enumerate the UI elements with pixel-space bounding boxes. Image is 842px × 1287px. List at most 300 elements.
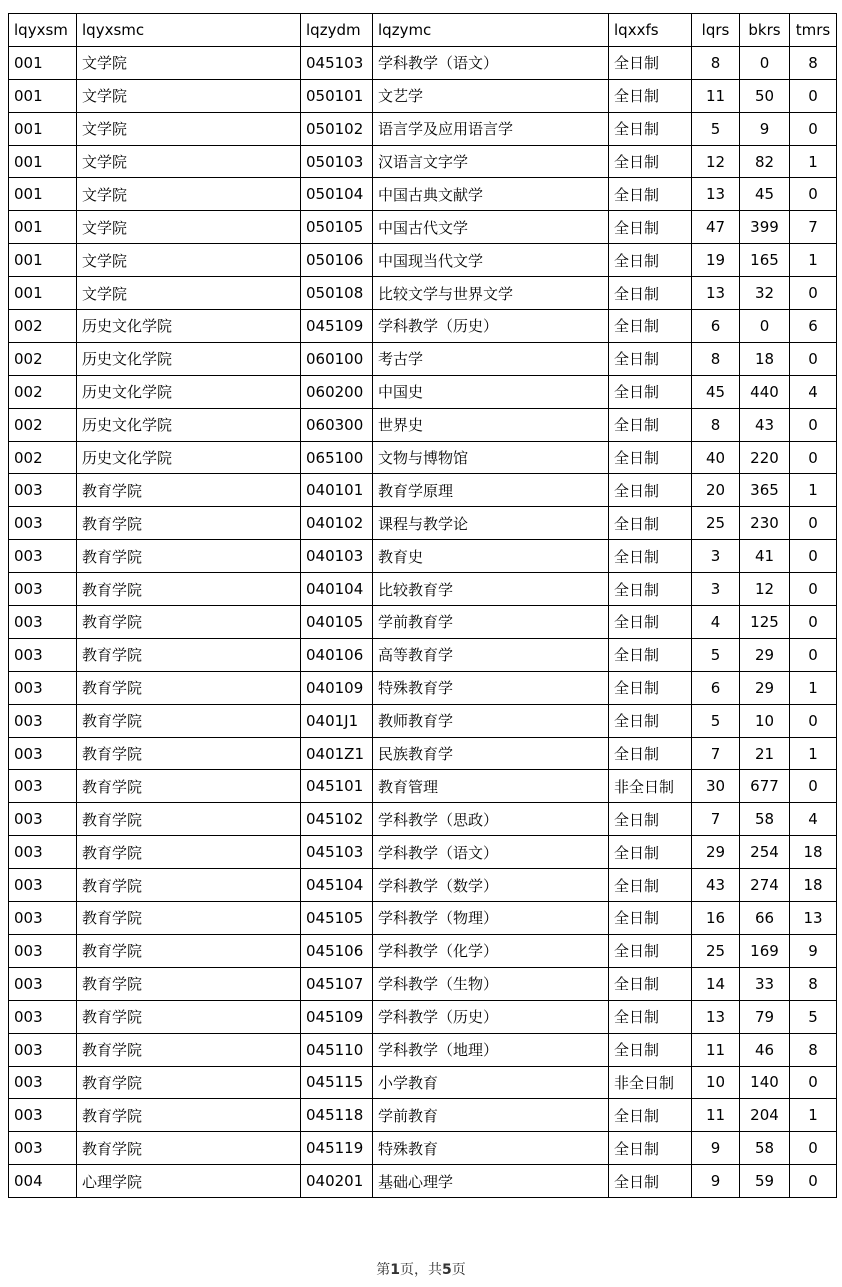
table-cell-lqrs: 3 bbox=[692, 573, 740, 606]
table-cell-lqyxsm: 001 bbox=[9, 244, 77, 277]
table-cell-lqzymc: 特殊教育 bbox=[373, 1132, 609, 1165]
table-row bbox=[9, 671, 837, 704]
table-cell-lqrs: 5 bbox=[692, 704, 740, 737]
table-cell-lqrs: 8 bbox=[692, 408, 740, 441]
table-cell-tmrs: 5 bbox=[790, 1000, 837, 1033]
table-cell-lqzydm: 040103 bbox=[301, 540, 373, 573]
table-cell-lqxxfs: 非全日制 bbox=[609, 1066, 692, 1099]
table-cell-tmrs: 8 bbox=[790, 1033, 837, 1066]
table-cell-lqyxsmc: 教育学院 bbox=[77, 474, 301, 507]
table-cell-lqxxfs: 全日制 bbox=[609, 737, 692, 770]
table-cell-lqzymc: 世界史 bbox=[373, 408, 609, 441]
table-body bbox=[9, 46, 837, 1197]
table-cell-lqzydm: 060300 bbox=[301, 408, 373, 441]
table-cell-lqyxsmc: 教育学院 bbox=[77, 770, 301, 803]
table-cell-lqrs: 13 bbox=[692, 178, 740, 211]
table-cell-lqxxfs: 全日制 bbox=[609, 474, 692, 507]
table-cell-bkrs: 254 bbox=[740, 836, 790, 869]
table-cell-lqzymc: 学科教学（化学） bbox=[373, 934, 609, 967]
table-cell-bkrs: 58 bbox=[740, 803, 790, 836]
table-cell-lqzymc: 特殊教育学 bbox=[373, 671, 609, 704]
table-cell-lqzydm: 045109 bbox=[301, 1000, 373, 1033]
table-cell-lqxxfs: 全日制 bbox=[609, 375, 692, 408]
table-cell-lqzymc: 中国史 bbox=[373, 375, 609, 408]
table-cell-lqzymc: 中国古代文学 bbox=[373, 211, 609, 244]
table-cell-tmrs: 0 bbox=[790, 573, 837, 606]
table-cell-lqxxfs: 全日制 bbox=[609, 1033, 692, 1066]
table-cell-lqrs: 10 bbox=[692, 1066, 740, 1099]
table-cell-bkrs: 43 bbox=[740, 408, 790, 441]
table-cell-bkrs: 82 bbox=[740, 145, 790, 178]
admissions-table bbox=[8, 13, 837, 1198]
table-cell-lqzymc: 学前教育 bbox=[373, 1099, 609, 1132]
table-cell-lqzymc: 文艺学 bbox=[373, 79, 609, 112]
table-cell-lqyxsm: 004 bbox=[9, 1165, 77, 1198]
table-row bbox=[9, 441, 837, 474]
table-cell-lqyxsmc: 教育学院 bbox=[77, 836, 301, 869]
table-cell-lqxxfs: 全日制 bbox=[609, 342, 692, 375]
table-row bbox=[9, 408, 837, 441]
table-cell-lqyxsmc: 教育学院 bbox=[77, 638, 301, 671]
table-cell-lqrs: 45 bbox=[692, 375, 740, 408]
table-cell-tmrs: 0 bbox=[790, 408, 837, 441]
table-cell-lqyxsm: 001 bbox=[9, 211, 77, 244]
table-cell-tmrs: 0 bbox=[790, 638, 837, 671]
table-row bbox=[9, 934, 837, 967]
table-cell-lqzydm: 045101 bbox=[301, 770, 373, 803]
header-cell-lqrs: lqrs bbox=[692, 14, 740, 47]
table-cell-lqzymc: 民族教育学 bbox=[373, 737, 609, 770]
table-cell-lqzymc: 中国现当代文学 bbox=[373, 244, 609, 277]
table-cell-bkrs: 50 bbox=[740, 79, 790, 112]
table-cell-lqrs: 25 bbox=[692, 934, 740, 967]
table-cell-tmrs: 0 bbox=[790, 277, 837, 310]
table-cell-lqzymc: 汉语言文字学 bbox=[373, 145, 609, 178]
header-cell-bkrs: bkrs bbox=[740, 14, 790, 47]
table-cell-tmrs: 0 bbox=[790, 342, 837, 375]
table-cell-lqzymc: 学科教学（历史） bbox=[373, 1000, 609, 1033]
table-cell-lqyxsm: 002 bbox=[9, 375, 77, 408]
table-cell-tmrs: 0 bbox=[790, 1132, 837, 1165]
admissions-table-container bbox=[8, 13, 836, 1198]
table-cell-lqyxsm: 003 bbox=[9, 770, 77, 803]
table-row bbox=[9, 507, 837, 540]
table-cell-lqzymc: 教育管理 bbox=[373, 770, 609, 803]
table-cell-lqrs: 13 bbox=[692, 1000, 740, 1033]
table-row bbox=[9, 540, 837, 573]
table-cell-lqrs: 20 bbox=[692, 474, 740, 507]
table-cell-lqzymc: 教育史 bbox=[373, 540, 609, 573]
table-cell-lqyxsm: 003 bbox=[9, 1132, 77, 1165]
page-footer bbox=[0, 1259, 842, 1279]
table-row bbox=[9, 474, 837, 507]
table-cell-lqyxsm: 002 bbox=[9, 342, 77, 375]
table-cell-lqzymc: 基础心理学 bbox=[373, 1165, 609, 1198]
table-cell-lqzydm: 040104 bbox=[301, 573, 373, 606]
table-cell-lqxxfs: 全日制 bbox=[609, 178, 692, 211]
table-cell-bkrs: 41 bbox=[740, 540, 790, 573]
table-cell-lqzydm: 065100 bbox=[301, 441, 373, 474]
table-cell-lqxxfs: 全日制 bbox=[609, 573, 692, 606]
table-cell-lqyxsm: 003 bbox=[9, 803, 77, 836]
table-cell-lqzydm: 040102 bbox=[301, 507, 373, 540]
table-cell-lqyxsm: 003 bbox=[9, 507, 77, 540]
table-cell-lqyxsm: 003 bbox=[9, 671, 77, 704]
table-cell-lqzymc: 学科教学（历史） bbox=[373, 310, 609, 343]
table-cell-lqrs: 3 bbox=[692, 540, 740, 573]
table-cell-lqyxsmc: 教育学院 bbox=[77, 1099, 301, 1132]
table-cell-lqyxsm: 003 bbox=[9, 1066, 77, 1099]
table-cell-lqyxsmc: 教育学院 bbox=[77, 573, 301, 606]
table-cell-lqzymc: 学科教学（数学） bbox=[373, 869, 609, 902]
table-cell-lqxxfs: 全日制 bbox=[609, 46, 692, 79]
table-row bbox=[9, 803, 837, 836]
table-cell-lqyxsm: 003 bbox=[9, 737, 77, 770]
table-row bbox=[9, 902, 837, 935]
table-cell-lqxxfs: 全日制 bbox=[609, 902, 692, 935]
table-row bbox=[9, 211, 837, 244]
table-cell-bkrs: 58 bbox=[740, 1132, 790, 1165]
table-cell-lqyxsmc: 教育学院 bbox=[77, 902, 301, 935]
table-row bbox=[9, 836, 837, 869]
table-row bbox=[9, 79, 837, 112]
table-cell-tmrs: 0 bbox=[790, 112, 837, 145]
table-cell-lqyxsm: 001 bbox=[9, 145, 77, 178]
table-cell-lqzymc: 考古学 bbox=[373, 342, 609, 375]
table-cell-lqyxsmc: 教育学院 bbox=[77, 1033, 301, 1066]
table-cell-lqzymc: 教育学原理 bbox=[373, 474, 609, 507]
table-cell-lqyxsmc: 文学院 bbox=[77, 178, 301, 211]
table-cell-lqxxfs: 全日制 bbox=[609, 112, 692, 145]
table-row bbox=[9, 375, 837, 408]
table-row bbox=[9, 967, 837, 1000]
table-cell-lqxxfs: 全日制 bbox=[609, 869, 692, 902]
table-header-row bbox=[9, 14, 837, 47]
table-cell-lqrs: 14 bbox=[692, 967, 740, 1000]
table-cell-bkrs: 12 bbox=[740, 573, 790, 606]
table-cell-bkrs: 274 bbox=[740, 869, 790, 902]
table-cell-lqyxsm: 003 bbox=[9, 934, 77, 967]
table-cell-bkrs: 230 bbox=[740, 507, 790, 540]
table-cell-lqzymc: 教师教育学 bbox=[373, 704, 609, 737]
table-cell-bkrs: 45 bbox=[740, 178, 790, 211]
table-cell-lqzymc: 课程与教学论 bbox=[373, 507, 609, 540]
table-cell-lqyxsmc: 教育学院 bbox=[77, 1066, 301, 1099]
table-cell-lqyxsm: 003 bbox=[9, 606, 77, 639]
table-cell-lqrs: 47 bbox=[692, 211, 740, 244]
table-cell-lqzydm: 040106 bbox=[301, 638, 373, 671]
table-cell-lqxxfs: 全日制 bbox=[609, 1132, 692, 1165]
table-cell-lqzymc: 高等教育学 bbox=[373, 638, 609, 671]
table-cell-lqxxfs: 全日制 bbox=[609, 507, 692, 540]
table-cell-lqxxfs: 全日制 bbox=[609, 967, 692, 1000]
table-cell-lqyxsmc: 教育学院 bbox=[77, 869, 301, 902]
table-cell-tmrs: 1 bbox=[790, 474, 837, 507]
table-row bbox=[9, 638, 837, 671]
table-cell-lqrs: 4 bbox=[692, 606, 740, 639]
table-cell-lqrs: 43 bbox=[692, 869, 740, 902]
table-cell-tmrs: 1 bbox=[790, 671, 837, 704]
table-cell-bkrs: 59 bbox=[740, 1165, 790, 1198]
table-cell-lqyxsm: 003 bbox=[9, 869, 77, 902]
table-cell-tmrs: 0 bbox=[790, 704, 837, 737]
table-cell-tmrs: 1 bbox=[790, 737, 837, 770]
footer-suffix: 页 bbox=[451, 1262, 466, 1278]
table-cell-lqrs: 6 bbox=[692, 671, 740, 704]
table-cell-lqxxfs: 全日制 bbox=[609, 836, 692, 869]
table-cell-lqyxsmc: 文学院 bbox=[77, 46, 301, 79]
table-cell-bkrs: 220 bbox=[740, 441, 790, 474]
table-cell-lqxxfs: 全日制 bbox=[609, 606, 692, 639]
table-cell-lqxxfs: 全日制 bbox=[609, 934, 692, 967]
table-cell-bkrs: 169 bbox=[740, 934, 790, 967]
table-cell-lqyxsm: 003 bbox=[9, 638, 77, 671]
table-cell-tmrs: 0 bbox=[790, 770, 837, 803]
table-cell-lqzymc: 语言学及应用语言学 bbox=[373, 112, 609, 145]
table-cell-bkrs: 165 bbox=[740, 244, 790, 277]
table-cell-bkrs: 79 bbox=[740, 1000, 790, 1033]
table-cell-lqrs: 12 bbox=[692, 145, 740, 178]
table-cell-lqzymc: 学科教学（物理） bbox=[373, 902, 609, 935]
table-cell-lqzymc: 学科教学（语文） bbox=[373, 836, 609, 869]
table-cell-lqyxsmc: 历史文化学院 bbox=[77, 342, 301, 375]
table-cell-lqyxsmc: 教育学院 bbox=[77, 671, 301, 704]
table-row bbox=[9, 46, 837, 79]
table-cell-bkrs: 677 bbox=[740, 770, 790, 803]
table-cell-bkrs: 46 bbox=[740, 1033, 790, 1066]
footer-total-pages: 5 bbox=[442, 1262, 452, 1278]
table-cell-lqyxsm: 001 bbox=[9, 112, 77, 145]
table-cell-lqzydm: 060200 bbox=[301, 375, 373, 408]
table-cell-lqyxsm: 003 bbox=[9, 1099, 77, 1132]
table-row bbox=[9, 573, 837, 606]
table-row bbox=[9, 1099, 837, 1132]
table-row bbox=[9, 1066, 837, 1099]
table-cell-tmrs: 4 bbox=[790, 375, 837, 408]
table-row bbox=[9, 145, 837, 178]
table-cell-lqzydm: 0401J1 bbox=[301, 704, 373, 737]
table-cell-lqrs: 6 bbox=[692, 310, 740, 343]
table-cell-lqrs: 7 bbox=[692, 737, 740, 770]
table-cell-lqzydm: 045119 bbox=[301, 1132, 373, 1165]
table-cell-lqzydm: 050106 bbox=[301, 244, 373, 277]
table-cell-lqzydm: 050101 bbox=[301, 79, 373, 112]
table-cell-lqzydm: 040109 bbox=[301, 671, 373, 704]
table-cell-lqzydm: 045109 bbox=[301, 310, 373, 343]
table-cell-lqzydm: 050105 bbox=[301, 211, 373, 244]
table-cell-lqzydm: 040101 bbox=[301, 474, 373, 507]
table-cell-lqyxsmc: 教育学院 bbox=[77, 803, 301, 836]
table-cell-lqyxsm: 003 bbox=[9, 836, 77, 869]
table-cell-tmrs: 4 bbox=[790, 803, 837, 836]
header-cell-lqyxsm: lqyxsm bbox=[9, 14, 77, 47]
header-cell-lqzydm: lqzydm bbox=[301, 14, 373, 47]
table-cell-lqyxsm: 002 bbox=[9, 441, 77, 474]
table-cell-bkrs: 125 bbox=[740, 606, 790, 639]
table-cell-lqyxsmc: 教育学院 bbox=[77, 606, 301, 639]
table-row bbox=[9, 342, 837, 375]
table-cell-lqyxsmc: 心理学院 bbox=[77, 1165, 301, 1198]
footer-current-page: 1 bbox=[390, 1262, 400, 1278]
table-cell-bkrs: 21 bbox=[740, 737, 790, 770]
table-cell-lqrs: 40 bbox=[692, 441, 740, 474]
table-cell-lqrs: 29 bbox=[692, 836, 740, 869]
table-cell-lqrs: 25 bbox=[692, 507, 740, 540]
table-cell-lqzymc: 学前教育学 bbox=[373, 606, 609, 639]
table-cell-lqyxsmc: 教育学院 bbox=[77, 507, 301, 540]
table-cell-lqxxfs: 全日制 bbox=[609, 1165, 692, 1198]
table-cell-lqyxsm: 002 bbox=[9, 310, 77, 343]
table-cell-lqyxsmc: 历史文化学院 bbox=[77, 310, 301, 343]
table-cell-tmrs: 0 bbox=[790, 441, 837, 474]
table-row bbox=[9, 310, 837, 343]
table-cell-lqzymc: 小学教育 bbox=[373, 1066, 609, 1099]
footer-prefix: 第 bbox=[376, 1262, 391, 1278]
table-cell-lqxxfs: 全日制 bbox=[609, 310, 692, 343]
table-cell-lqzydm: 050103 bbox=[301, 145, 373, 178]
table-row bbox=[9, 178, 837, 211]
table-cell-lqyxsmc: 文学院 bbox=[77, 79, 301, 112]
table-cell-lqzydm: 040105 bbox=[301, 606, 373, 639]
table-cell-lqrs: 9 bbox=[692, 1132, 740, 1165]
table-cell-tmrs: 8 bbox=[790, 967, 837, 1000]
table-cell-tmrs: 18 bbox=[790, 836, 837, 869]
table-cell-lqzydm: 045103 bbox=[301, 836, 373, 869]
table-row bbox=[9, 244, 837, 277]
table-cell-lqrs: 7 bbox=[692, 803, 740, 836]
table-cell-lqxxfs: 全日制 bbox=[609, 540, 692, 573]
table-cell-lqzymc: 学科教学（语文） bbox=[373, 46, 609, 79]
table-cell-tmrs: 7 bbox=[790, 211, 837, 244]
table-cell-lqrs: 13 bbox=[692, 277, 740, 310]
table-cell-lqxxfs: 全日制 bbox=[609, 244, 692, 277]
table-cell-lqyxsm: 001 bbox=[9, 46, 77, 79]
table-cell-lqyxsmc: 历史文化学院 bbox=[77, 441, 301, 474]
table-cell-lqxxfs: 全日制 bbox=[609, 671, 692, 704]
table-cell-lqrs: 30 bbox=[692, 770, 740, 803]
table-row bbox=[9, 869, 837, 902]
table-cell-bkrs: 66 bbox=[740, 902, 790, 935]
table-cell-lqyxsmc: 教育学院 bbox=[77, 1000, 301, 1033]
table-cell-bkrs: 10 bbox=[740, 704, 790, 737]
table-cell-lqzymc: 学科教学（生物） bbox=[373, 967, 609, 1000]
table-cell-lqyxsm: 003 bbox=[9, 474, 77, 507]
table-cell-lqrs: 5 bbox=[692, 112, 740, 145]
table-cell-tmrs: 0 bbox=[790, 540, 837, 573]
table-cell-tmrs: 8 bbox=[790, 46, 837, 79]
table-cell-lqzydm: 045118 bbox=[301, 1099, 373, 1132]
table-cell-lqzydm: 060100 bbox=[301, 342, 373, 375]
table-cell-bkrs: 140 bbox=[740, 1066, 790, 1099]
table-row bbox=[9, 1000, 837, 1033]
table-row bbox=[9, 737, 837, 770]
table-cell-lqxxfs: 全日制 bbox=[609, 277, 692, 310]
table-cell-lqyxsm: 001 bbox=[9, 277, 77, 310]
table-cell-tmrs: 1 bbox=[790, 244, 837, 277]
table-cell-lqyxsmc: 文学院 bbox=[77, 112, 301, 145]
table-cell-lqzydm: 045115 bbox=[301, 1066, 373, 1099]
table-cell-lqyxsmc: 文学院 bbox=[77, 277, 301, 310]
table-cell-tmrs: 0 bbox=[790, 606, 837, 639]
table-cell-lqzymc: 学科教学（地理） bbox=[373, 1033, 609, 1066]
table-cell-lqzydm: 040201 bbox=[301, 1165, 373, 1198]
table-cell-lqyxsm: 001 bbox=[9, 178, 77, 211]
table-cell-lqrs: 19 bbox=[692, 244, 740, 277]
table-cell-lqzymc: 比较文学与世界文学 bbox=[373, 277, 609, 310]
table-cell-tmrs: 9 bbox=[790, 934, 837, 967]
table-cell-lqyxsm: 003 bbox=[9, 967, 77, 1000]
table-cell-lqxxfs: 全日制 bbox=[609, 79, 692, 112]
table-cell-lqyxsmc: 教育学院 bbox=[77, 737, 301, 770]
header-cell-lqyxsmc: lqyxsmc bbox=[77, 14, 301, 47]
table-row bbox=[9, 277, 837, 310]
table-cell-tmrs: 0 bbox=[790, 1165, 837, 1198]
table-cell-lqzydm: 045105 bbox=[301, 902, 373, 935]
table-cell-lqyxsm: 003 bbox=[9, 1000, 77, 1033]
table-cell-tmrs: 0 bbox=[790, 1066, 837, 1099]
table-cell-lqyxsmc: 教育学院 bbox=[77, 540, 301, 573]
table-cell-lqzydm: 045110 bbox=[301, 1033, 373, 1066]
table-cell-lqzydm: 045102 bbox=[301, 803, 373, 836]
table-cell-lqxxfs: 全日制 bbox=[609, 145, 692, 178]
table-cell-lqyxsmc: 教育学院 bbox=[77, 1132, 301, 1165]
table-cell-lqrs: 5 bbox=[692, 638, 740, 671]
table-cell-lqxxfs: 全日制 bbox=[609, 803, 692, 836]
table-cell-lqzydm: 050104 bbox=[301, 178, 373, 211]
table-cell-lqzymc: 比较教育学 bbox=[373, 573, 609, 606]
table-cell-bkrs: 18 bbox=[740, 342, 790, 375]
table-row bbox=[9, 1033, 837, 1066]
table-cell-bkrs: 204 bbox=[740, 1099, 790, 1132]
table-cell-lqrs: 9 bbox=[692, 1165, 740, 1198]
table-row bbox=[9, 704, 837, 737]
table-cell-lqxxfs: 全日制 bbox=[609, 704, 692, 737]
table-cell-bkrs: 440 bbox=[740, 375, 790, 408]
table-cell-lqyxsmc: 文学院 bbox=[77, 211, 301, 244]
table-cell-lqxxfs: 全日制 bbox=[609, 1099, 692, 1132]
table-row bbox=[9, 1165, 837, 1198]
table-cell-lqyxsm: 003 bbox=[9, 540, 77, 573]
table-cell-bkrs: 399 bbox=[740, 211, 790, 244]
table-cell-lqyxsm: 003 bbox=[9, 704, 77, 737]
table-cell-lqyxsmc: 历史文化学院 bbox=[77, 375, 301, 408]
table-cell-lqxxfs: 非全日制 bbox=[609, 770, 692, 803]
table-cell-lqzydm: 0401Z1 bbox=[301, 737, 373, 770]
table-row bbox=[9, 112, 837, 145]
table-cell-tmrs: 0 bbox=[790, 507, 837, 540]
table-cell-lqyxsmc: 文学院 bbox=[77, 145, 301, 178]
table-cell-lqzydm: 045104 bbox=[301, 869, 373, 902]
table-cell-tmrs: 0 bbox=[790, 79, 837, 112]
table-cell-lqyxsmc: 历史文化学院 bbox=[77, 408, 301, 441]
table-cell-lqxxfs: 全日制 bbox=[609, 408, 692, 441]
table-cell-bkrs: 33 bbox=[740, 967, 790, 1000]
table-cell-tmrs: 18 bbox=[790, 869, 837, 902]
table-row bbox=[9, 606, 837, 639]
table-cell-lqzydm: 045107 bbox=[301, 967, 373, 1000]
table-cell-lqyxsm: 002 bbox=[9, 408, 77, 441]
table-cell-lqrs: 11 bbox=[692, 1033, 740, 1066]
table-cell-lqzydm: 045103 bbox=[301, 46, 373, 79]
table-cell-lqyxsmc: 教育学院 bbox=[77, 704, 301, 737]
table-cell-lqzymc: 学科教学（思政） bbox=[373, 803, 609, 836]
table-cell-bkrs: 0 bbox=[740, 310, 790, 343]
table-cell-bkrs: 0 bbox=[740, 46, 790, 79]
table-cell-lqzymc: 文物与博物馆 bbox=[373, 441, 609, 474]
table-cell-lqrs: 11 bbox=[692, 79, 740, 112]
table-cell-lqzydm: 050108 bbox=[301, 277, 373, 310]
table-cell-tmrs: 1 bbox=[790, 1099, 837, 1132]
